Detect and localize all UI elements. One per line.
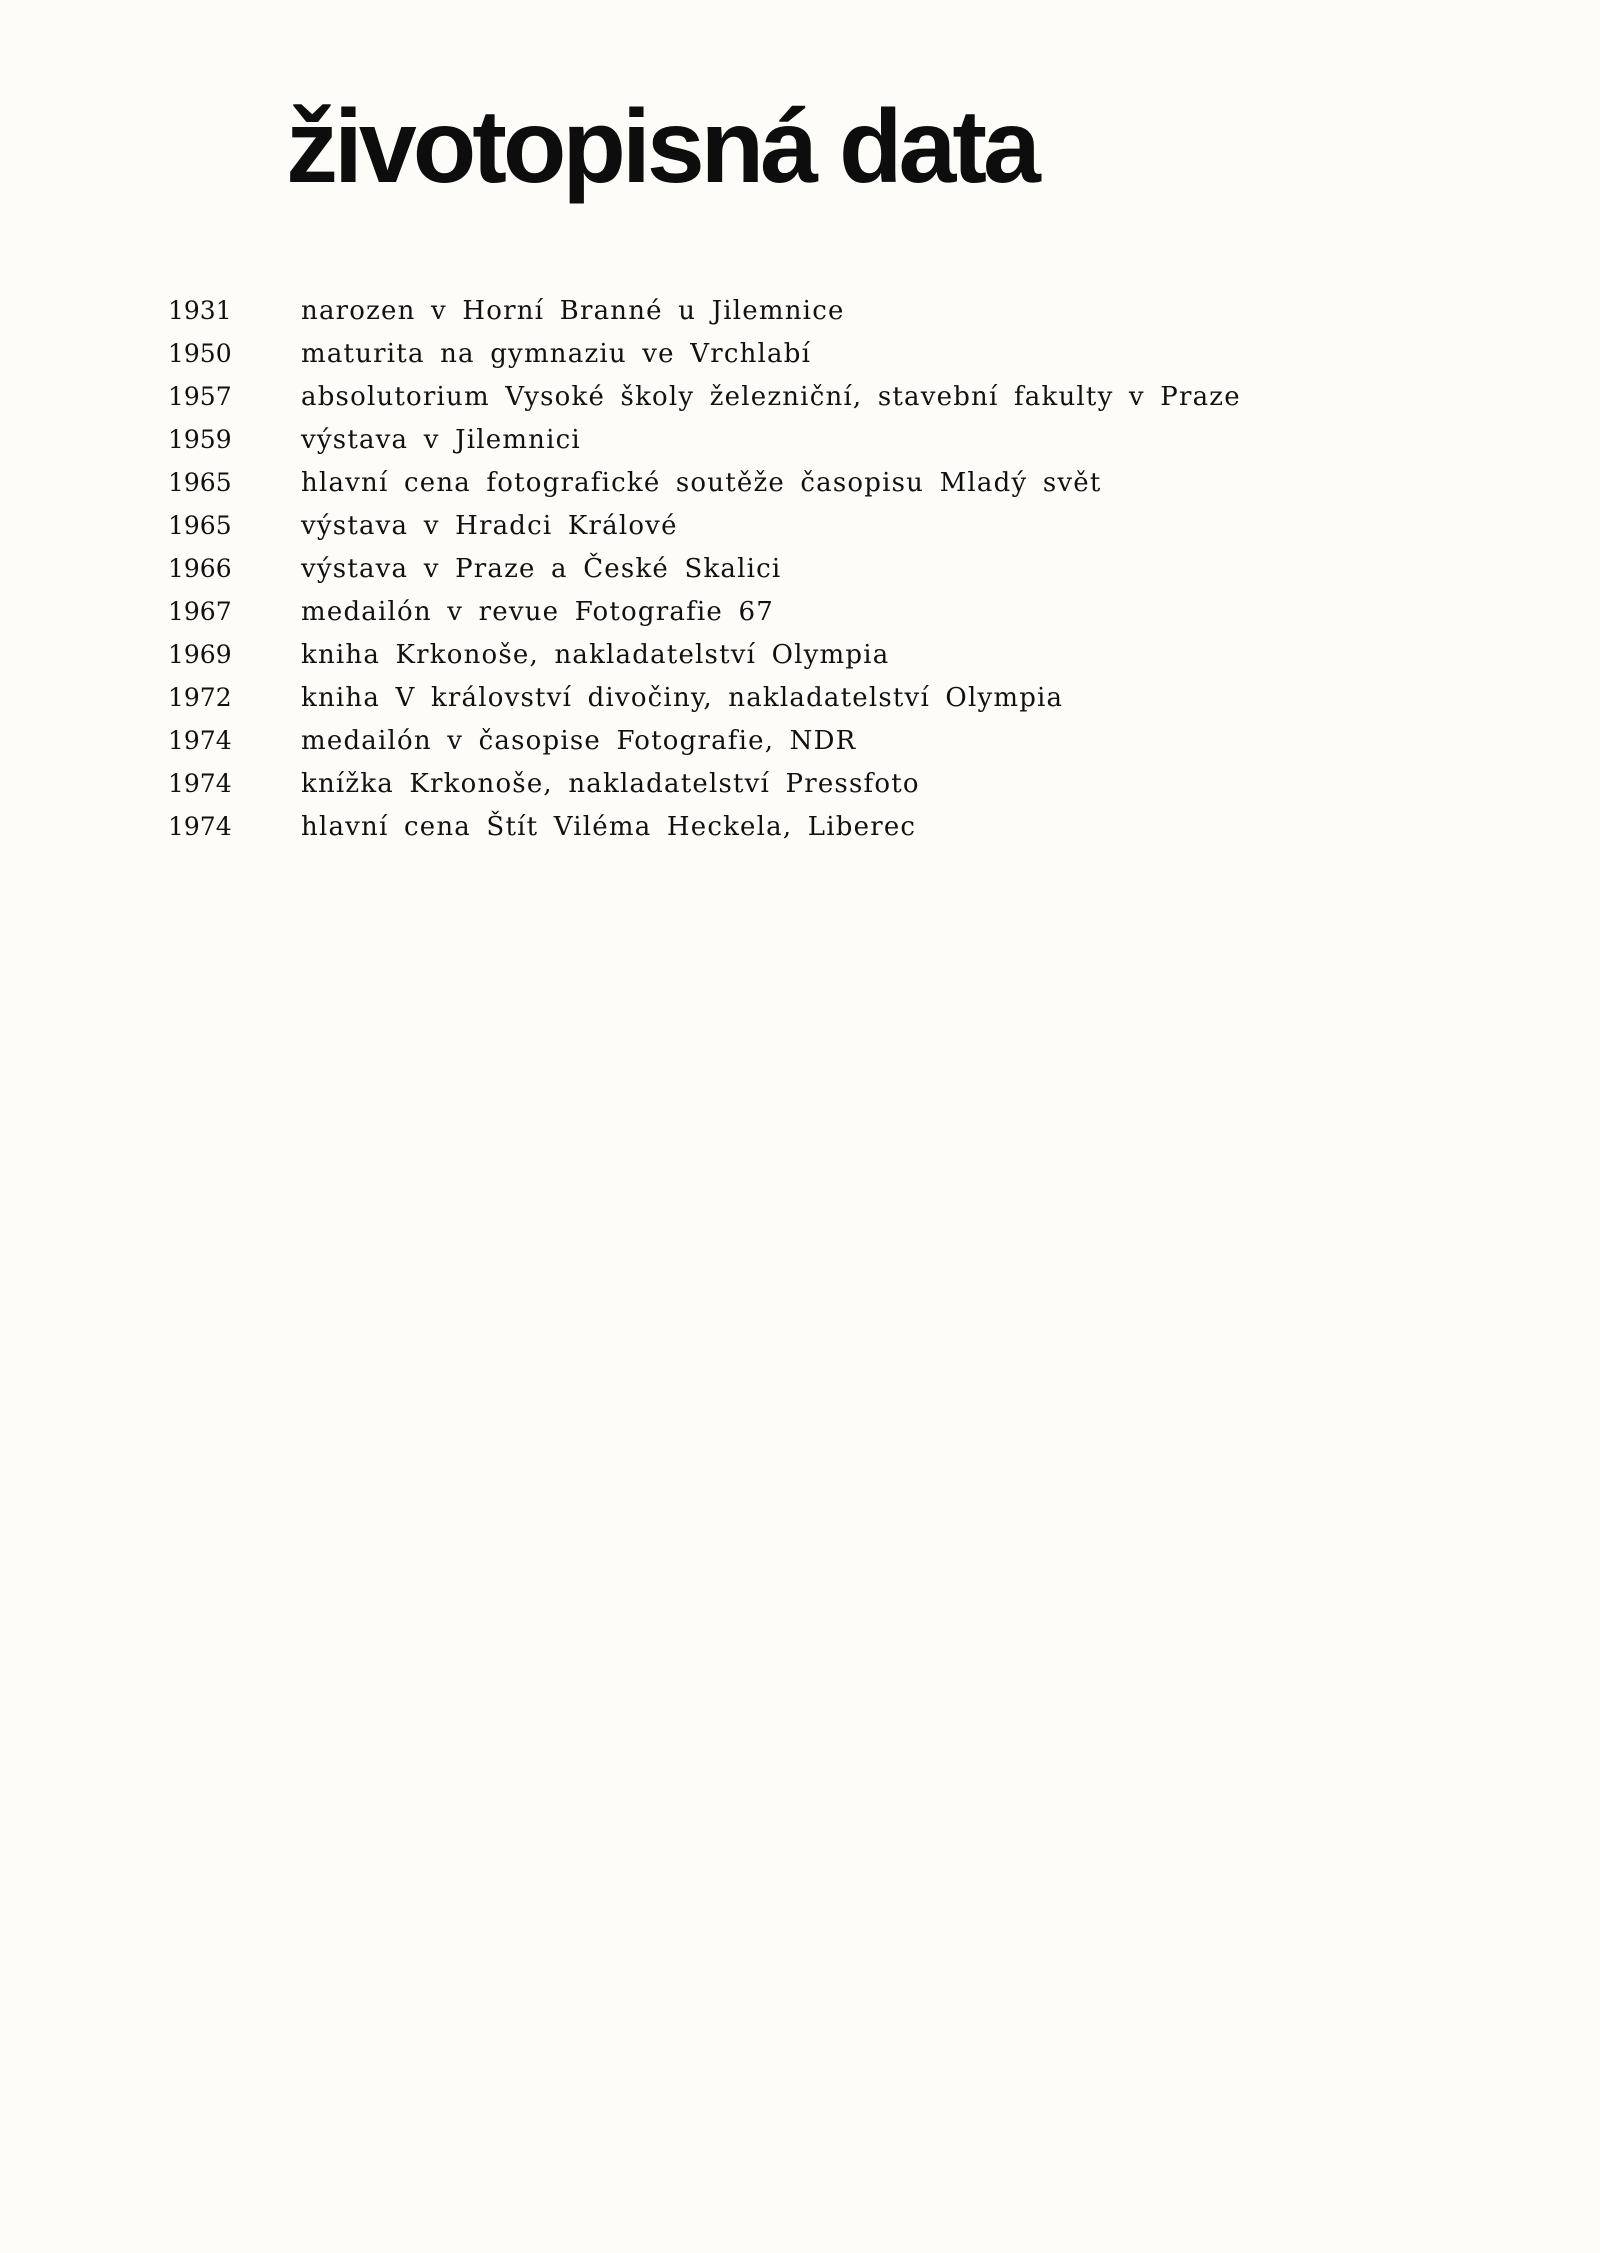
entry-text: kniha V království divočiny, nakladatelství Olympia <box>301 682 1064 713</box>
entry-text: maturita na gymnaziu ve Vrchlabí <box>301 338 812 369</box>
entry-text: hlavní cena fotografické soutěže časopisu Mladý svět <box>301 467 1102 498</box>
timeline-entry <box>168 289 1388 332</box>
entry-year: 1966 <box>168 554 232 583</box>
timeline-entry <box>168 633 1388 676</box>
timeline-entry <box>168 719 1388 762</box>
entry-text: medailón v časopise Fotografie, NDR <box>301 725 857 756</box>
timeline-entry <box>168 461 1388 504</box>
timeline-entry <box>168 805 1388 848</box>
timeline-entry <box>168 762 1388 805</box>
entry-text: knížka Krkonoše, nakladatelství Pressfoto <box>301 768 920 799</box>
entry-text: kniha Krkonoše, nakladatelství Olympia <box>301 639 890 670</box>
entry-text: výstava v Praze a České Skalici <box>301 553 782 584</box>
entry-year: 1969 <box>168 640 232 669</box>
timeline-entry <box>168 418 1388 461</box>
entry-text: narozen v Horní Branné u Jilemnice <box>301 295 845 326</box>
entry-year: 1974 <box>168 726 232 755</box>
entry-year: 1974 <box>168 769 232 798</box>
entry-year: 1965 <box>168 511 232 540</box>
entry-text: medailón v revue Fotografie 67 <box>301 596 774 627</box>
timeline-entry <box>168 504 1388 547</box>
timeline-entry <box>168 332 1388 375</box>
entry-year: 1959 <box>168 425 232 454</box>
timeline-entry <box>168 676 1388 719</box>
entry-text: hlavní cena Štít Viléma Heckela, Liberec <box>301 811 917 842</box>
timeline-list <box>168 289 1388 848</box>
timeline-entry <box>168 590 1388 633</box>
entry-year: 1950 <box>168 339 232 368</box>
entry-year: 1974 <box>168 812 232 841</box>
entry-text: výstava v Hradci Králové <box>301 510 678 541</box>
entry-text: výstava v Jilemnici <box>301 424 581 455</box>
entry-year: 1957 <box>168 382 232 411</box>
entry-year: 1931 <box>168 296 232 325</box>
entry-year: 1965 <box>168 468 232 497</box>
entry-text: absolutorium Vysoké školy železniční, stavební fakulty v Praze <box>301 381 1241 412</box>
entry-year: 1967 <box>168 597 232 626</box>
entry-year: 1972 <box>168 683 232 712</box>
timeline-entry <box>168 547 1388 590</box>
timeline-entry <box>168 375 1388 418</box>
page-title: životopisná data <box>286 89 1037 205</box>
